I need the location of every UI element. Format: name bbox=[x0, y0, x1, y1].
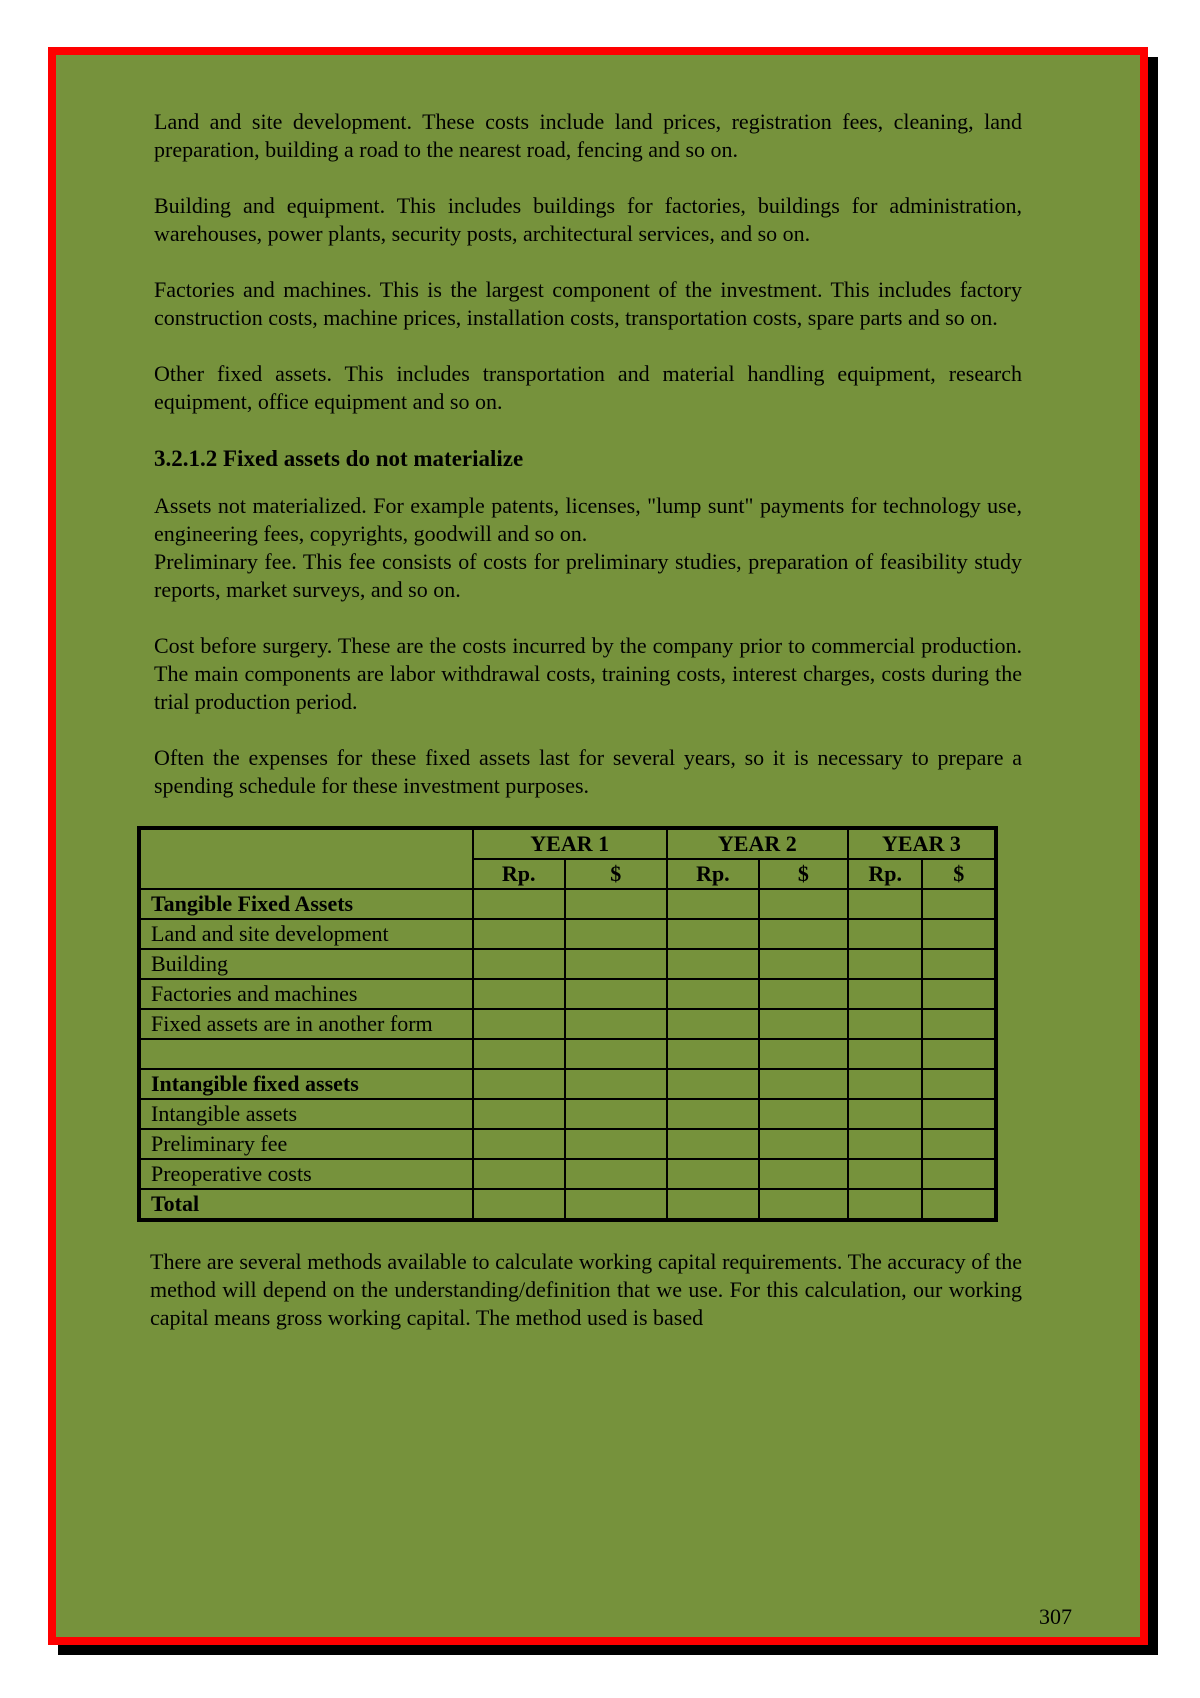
table-cell bbox=[759, 1069, 848, 1099]
table-cell bbox=[848, 949, 923, 979]
year-header: YEAR 2 bbox=[667, 828, 848, 859]
table-cell bbox=[565, 949, 667, 979]
table-cell bbox=[922, 1099, 996, 1129]
table-cell bbox=[565, 919, 667, 949]
table-row bbox=[139, 979, 996, 1009]
table-cell bbox=[848, 1099, 923, 1129]
row-label: Building bbox=[139, 949, 473, 979]
paragraph-schedule: Often the expenses for these fixed assets last for several years, so it is necessary to prepare a spending schedule for these investment purposes. bbox=[154, 745, 1022, 798]
table-cell bbox=[922, 1069, 996, 1099]
table-cell bbox=[848, 919, 923, 949]
table-cell bbox=[848, 1189, 923, 1220]
table-cell bbox=[759, 979, 848, 1009]
paragraph-assets-not-materialized: Assets not materialized. For example patents, licenses, "lump sunt" payments for technology use, engineering fees, copyrights, goodwill and so on. bbox=[154, 493, 1022, 546]
paragraph-preliminary-fee: Preliminary fee. This fee consists of costs for preliminary studies, preparation of feasibility study reports, market surveys, and so on. bbox=[154, 549, 1022, 602]
table-cell bbox=[848, 1069, 923, 1099]
table-header-years bbox=[139, 828, 996, 859]
table-cell bbox=[922, 949, 996, 979]
table-cell bbox=[848, 1039, 923, 1069]
table-cell bbox=[667, 889, 759, 919]
currency-header: Rp. bbox=[473, 859, 565, 889]
table-cell bbox=[667, 1009, 759, 1039]
table-row bbox=[139, 949, 996, 979]
row-label: Intangible assets bbox=[139, 1099, 473, 1129]
table-cell bbox=[565, 1159, 667, 1189]
table-cell bbox=[473, 1009, 565, 1039]
table-cell bbox=[473, 1189, 565, 1220]
table-cell bbox=[473, 889, 565, 919]
currency-header: Rp. bbox=[848, 859, 923, 889]
row-label: Intangible fixed assets bbox=[139, 1069, 473, 1099]
table-cell bbox=[473, 1099, 565, 1129]
row-label: Land and site development bbox=[139, 919, 473, 949]
paragraph-land: Land and site development. These costs include land prices, registration fees, cleaning, land preparation, building a road to the nearest road, fencing and so on. bbox=[154, 109, 1022, 162]
table-cell bbox=[565, 1009, 667, 1039]
paragraph-working-capital: There are several methods available to calculate working capital requirements. The accuracy of the method will depend on the understanding/definition that we use. For this calculation, our working capital means gross working capital. The method used is based bbox=[150, 1249, 1022, 1330]
year-header: YEAR 3 bbox=[848, 828, 996, 859]
table-row bbox=[139, 1069, 996, 1099]
table-cell bbox=[667, 1099, 759, 1129]
table-cell bbox=[759, 949, 848, 979]
currency-header: $ bbox=[565, 859, 667, 889]
table-cell bbox=[922, 889, 996, 919]
row-label: Preoperative costs bbox=[139, 1159, 473, 1189]
table-cell bbox=[473, 1069, 565, 1099]
table-cell bbox=[473, 1129, 565, 1159]
table-cell bbox=[759, 1009, 848, 1039]
currency-header: $ bbox=[759, 859, 848, 889]
table-cell bbox=[848, 979, 923, 1009]
table-cell bbox=[759, 889, 848, 919]
section-heading: 3.2.1.2 Fixed assets do not materialize bbox=[154, 446, 524, 471]
table-cell bbox=[922, 1189, 996, 1220]
table-row bbox=[139, 1099, 996, 1129]
paragraph-building: Building and equipment. This includes buildings for factories, buildings for administration, warehouses, power plants, security posts, architectural services, and so on. bbox=[154, 193, 1022, 246]
page-content bbox=[150, 108, 1022, 1332]
table-cell bbox=[848, 1159, 923, 1189]
paragraph-factories: Factories and machines. This is the largest component of the investment. This includes factory construction costs, machine prices, installation costs, transportation costs, spare parts and so on. bbox=[154, 277, 1022, 330]
table-cell bbox=[848, 889, 923, 919]
table-cell bbox=[473, 979, 565, 1009]
paragraph-other-assets: Other fixed assets. This includes transportation and material handling equipment, research equipment, office equipment and so on. bbox=[154, 361, 1022, 414]
table-cell bbox=[565, 1189, 667, 1220]
table-row-total bbox=[139, 1189, 996, 1220]
table-cell bbox=[667, 1129, 759, 1159]
table-row bbox=[139, 1129, 996, 1159]
table-cell bbox=[473, 1159, 565, 1189]
table-cell bbox=[565, 889, 667, 919]
page-number: 307 bbox=[1039, 1604, 1072, 1629]
row-label: Tangible Fixed Assets bbox=[139, 889, 473, 919]
row-label bbox=[139, 1039, 473, 1069]
table-cell bbox=[759, 1159, 848, 1189]
table-cell bbox=[922, 979, 996, 1009]
table-row bbox=[139, 889, 996, 919]
table-cell bbox=[473, 919, 565, 949]
table-cell bbox=[848, 1009, 923, 1039]
table-cell bbox=[667, 979, 759, 1009]
table-cell bbox=[759, 1129, 848, 1159]
row-label: Factories and machines bbox=[139, 979, 473, 1009]
row-label: Total bbox=[139, 1189, 473, 1220]
table-cell bbox=[759, 1099, 848, 1129]
table-cell bbox=[922, 1159, 996, 1189]
table-row bbox=[139, 1009, 996, 1039]
table-cell bbox=[759, 1039, 848, 1069]
currency-header: Rp. bbox=[667, 859, 759, 889]
table-cell bbox=[565, 1129, 667, 1159]
table-cell bbox=[759, 1189, 848, 1220]
table-row bbox=[139, 919, 996, 949]
year-header: YEAR 1 bbox=[473, 828, 667, 859]
table-cell bbox=[922, 1009, 996, 1039]
investment-schedule-table bbox=[137, 826, 998, 1222]
table-cell bbox=[667, 1159, 759, 1189]
row-label: Preliminary fee bbox=[139, 1129, 473, 1159]
table-cell bbox=[922, 919, 996, 949]
table-corner-cell bbox=[139, 828, 473, 889]
row-label: Fixed assets are in another form bbox=[139, 1009, 473, 1039]
table-cell bbox=[473, 949, 565, 979]
table-row bbox=[139, 1039, 996, 1069]
currency-header: $ bbox=[922, 859, 996, 889]
paragraph-cost-before: Cost before surgery. These are the costs incurred by the company prior to commercial production. The main components are labor withdrawal costs, training costs, interest charges, costs during the trial production period. bbox=[154, 633, 1022, 714]
table-cell bbox=[667, 1069, 759, 1099]
table-cell bbox=[565, 1069, 667, 1099]
table-cell bbox=[759, 919, 848, 949]
table-cell bbox=[565, 979, 667, 1009]
table-cell bbox=[473, 1039, 565, 1069]
table-cell bbox=[667, 1039, 759, 1069]
table-cell bbox=[565, 1039, 667, 1069]
table-cell bbox=[667, 919, 759, 949]
table-cell bbox=[922, 1129, 996, 1159]
table-cell bbox=[565, 1099, 667, 1129]
table-cell bbox=[667, 1189, 759, 1220]
table-row bbox=[139, 1159, 996, 1189]
table-cell bbox=[922, 1039, 996, 1069]
table-cell bbox=[667, 949, 759, 979]
table-cell bbox=[848, 1129, 923, 1159]
